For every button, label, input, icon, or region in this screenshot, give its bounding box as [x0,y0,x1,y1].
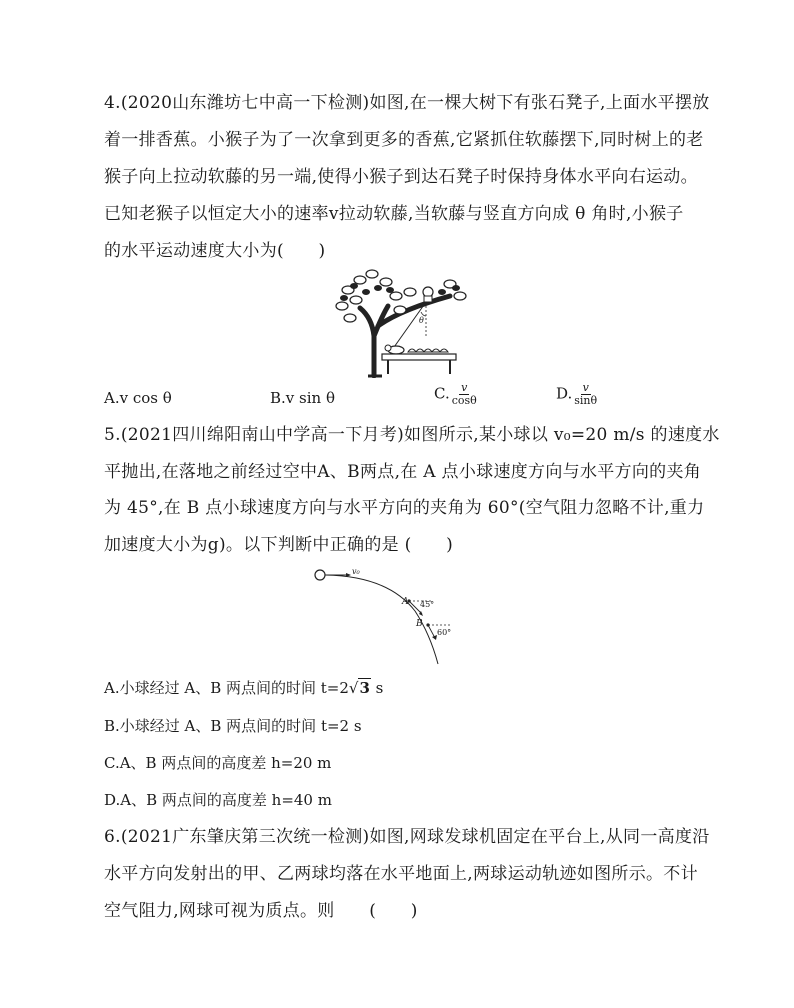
q4-line-2: 着一排香蕉。小猴子为了一次拿到更多的香蕉,它紧抓住软藤摆下,同时树上的老 [104,130,704,150]
q4-option-d-denominator: sinθ [574,394,598,407]
q6-line-1: 6.(2021广东肇庆第三次统一检测)如图,网球发球机固定在平台上,从同一高度沿 [104,827,710,847]
q4-option-d-prefix: D. [556,384,573,403]
q5-option-b: B.小球经过 A、B 两点间的时间 t=2 s [104,717,362,735]
q4-option-c-fraction [450,382,479,407]
q5-option-a-unit: s [370,679,384,697]
q5-line-3: 为 45°,在 B 点小球速度方向与水平方向的夹角为 60°(空气阻力忽略不计,重力 [104,498,705,518]
q5-option-d: D.A、B 两点间的高度差 h=40 m [104,791,332,809]
q4-line-3: 猴子向上拉动软藤的另一端,使得小猴子到达石凳子时保持身体水平向右运动。 [104,167,698,187]
q4-line-4: 已知老猴子以恒定大小的速率v拉动软藤,当软藤与竖直方向成 θ 角时,小猴子 [104,204,684,224]
q4-option-b: B.v sin θ [270,389,335,407]
q5-projectile-figure [310,566,470,666]
q4-option-c-numerator: v [461,381,468,394]
q5-line-4: 加速度大小为g)。以下判断中正确的是 ( ) [104,535,454,555]
q5-figure-v0-label: v₀ [352,567,360,576]
q6-line-2: 水平方向发射出的甲、乙两球均落在水平地面上,两球运动轨迹如图所示。不计 [104,864,698,884]
q4-option-d-fraction [572,382,599,407]
q4-option-d-numerator: v [582,381,589,394]
q4-option-c-denominator: cosθ [451,394,477,407]
q4-line-1: 4.(2020山东潍坊七中高一下检测)如图,在一棵大树下有张石凳子,上面水平摆放 [104,93,710,113]
q5-option-a [104,678,383,698]
q5-option-a-text: A.小球经过 A、B 两点间的时间 t=2 [104,679,349,697]
q5-line-1: 5.(2021四川绵阳南山中学高一下月考)如图所示,某小球以 v₀=20 m/s 的速度水 [104,425,720,445]
q5-option-c: C.A、B 两点间的高度差 h=20 m [104,754,332,772]
q4-line-5: 的水平运动速度大小为( ) [104,241,326,261]
q4-figure-theta-label: θ [419,316,424,325]
q4-tree-monkey-figure [330,266,470,378]
q5-figure-point-b: B [416,619,423,629]
q4-option-c [434,382,479,407]
q4-option-d [556,382,599,407]
q4-option-a: A.v cos θ [104,389,172,407]
q4-option-c-prefix: C. [434,384,450,403]
q5-option-a-radicand: 3 [359,679,370,697]
q5-figure-point-a: A [402,597,409,607]
q5-figure-angle-60: 60° [437,628,452,637]
q5-line-2: 平抛出,在落地之前经过空中A、B两点,在 A 点小球速度方向与水平方向的夹角 [104,462,702,482]
q5-figure-angle-45: 45° [420,600,435,609]
q6-line-3: 空气阻力,网球可视为质点。则 ( ) [104,901,418,921]
q5-option-a-sqrt: √3 [348,679,370,697]
